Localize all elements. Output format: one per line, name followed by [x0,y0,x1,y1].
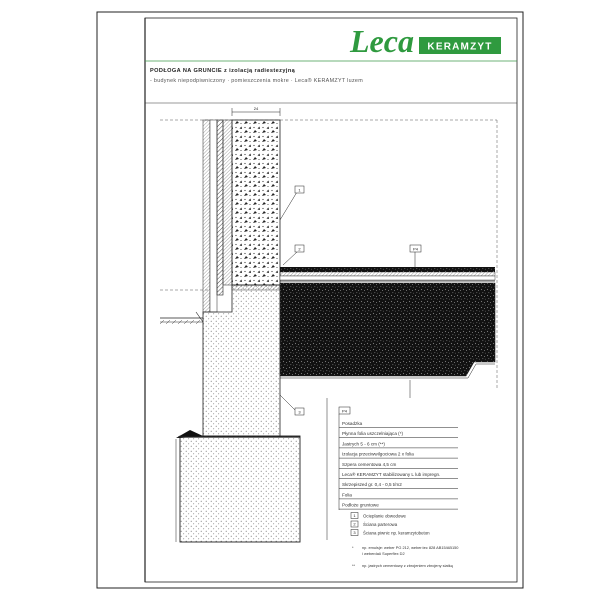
svg-text:P4: P4 [342,408,347,414]
keramzyt-fill [280,283,495,376]
layer-item: Skrzepiszed gr. 0,4 - 0,5 t/m2 [342,482,402,488]
foundation-footing [176,430,300,542]
legend-item [351,530,430,536]
floor-layers [280,267,495,281]
exterior-cladding [203,120,232,312]
layer-table [339,407,458,510]
svg-text:3: 3 [353,530,356,535]
svg-text:Ściana piwnic np. keramzytobet: Ściana piwnic np. keramzytobeton [363,530,430,536]
svg-text:Leca: Leca [350,23,414,59]
layer-item: Izolacja przeciwwilgociowa 2 x folia [342,451,414,457]
layer-item: Folia [342,492,352,498]
svg-text:*: * [352,545,354,550]
svg-text:Ściana parterowa: Ściana parterowa [363,522,398,527]
svg-text:Ocieplanie obwodowe: Ocieplanie obwodowe [363,513,406,519]
svg-text:2: 2 [353,521,356,527]
ground-surface [160,312,203,324]
layer-item: Posadzka [342,421,363,426]
layer-item: Szpera cementowa 4,5 cm [342,461,397,467]
wall-dimension [232,106,280,116]
legend-item [351,521,398,527]
svg-text:1: 1 [298,187,301,193]
svg-text:KERAMZYT: KERAMZYT [427,41,493,53]
callout-2 [283,245,304,265]
layer-item: Płynna folia uszczelniająca (*) [342,431,404,437]
note-item [352,545,459,556]
svg-text:i weberdaŭ Superflex D2: i weberdaŭ Superflex D2 [362,551,405,556]
legend [351,513,430,536]
layer-item: Jastrych 5 - 6 cm (**) [342,441,385,447]
svg-text:np. jastrych cementowy z zbroj: np. jastrych cementowy z zbrojeniem zbrojeny siatką [362,563,453,568]
svg-text:np. emulsje: weber PG 212, web: np. emulsje: weber PG 212, weber.tec 828 AB15/AB150 [362,545,459,550]
layer-item: Podłoże gruntowe [342,502,379,508]
notes [352,545,459,568]
svg-text:2: 2 [298,246,301,252]
layer-item: Leca® KERAMZYT stabilizowany L lub impregn. [342,472,441,477]
leca-logo [349,23,501,59]
drawing-title: PODŁOGA NA GRUNCIE z izolacją radiestezyjną [150,68,296,74]
svg-text:**: ** [352,563,356,568]
callout-1 [280,186,304,220]
svg-text:1: 1 [353,513,356,518]
svg-text:3: 3 [298,409,301,415]
callout-floor [410,245,421,268]
svg-text:P4: P4 [413,246,418,252]
callout-3 [280,395,304,415]
note-item [352,563,454,568]
legend-item [351,513,407,519]
svg-text:24: 24 [253,106,259,111]
drawing-subtitle: - budynek niepodpiwniczony · pomieszczenia mokre · Leca® KERAMZYT luzem [150,78,364,84]
wall-keramzyt-block [232,120,280,285]
